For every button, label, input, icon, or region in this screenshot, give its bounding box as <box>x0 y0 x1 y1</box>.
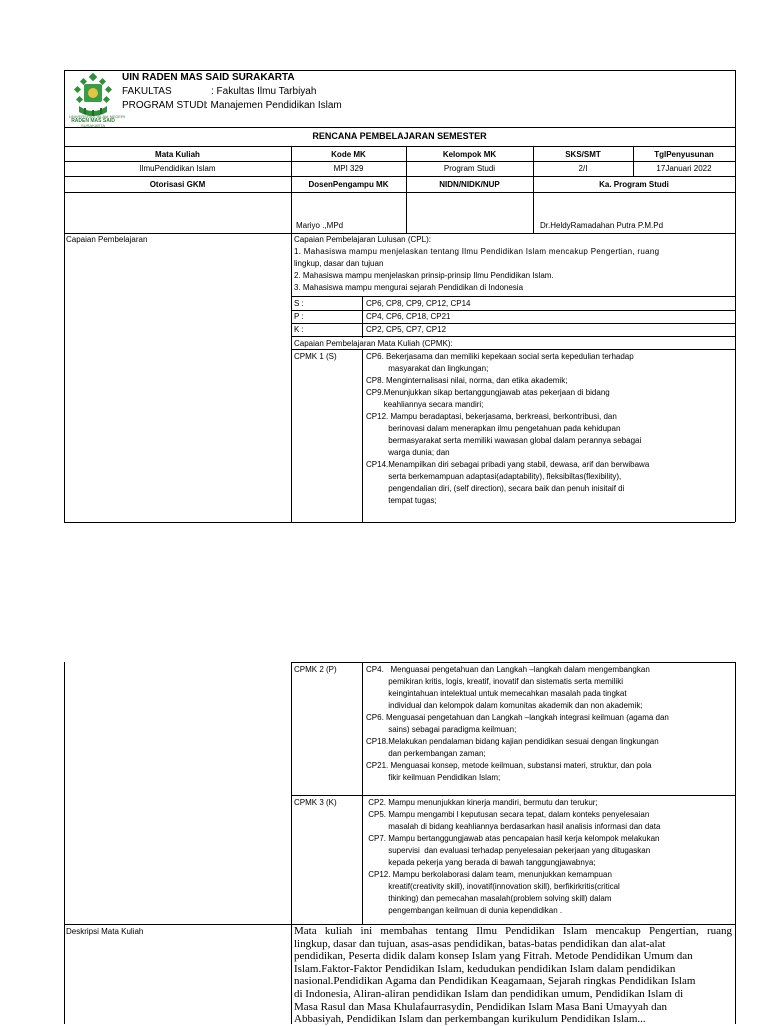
cpl-item-3: 3. Mahasiswa mampu mengurai sejarah Pendidikan di Indonesia <box>294 283 524 292</box>
cpmk2-content <box>366 664 734 784</box>
description-line: lingkup, dasar dan tujuan, asas-asas pendidikan, batas-batas pendidikan dan alat-alat <box>294 937 666 950</box>
value-kode-mk: MPI 329 <box>333 164 364 173</box>
cpmk3-content <box>366 797 734 917</box>
cpmk1-line: masyarakat dan lingkungan; <box>366 364 489 373</box>
cpmk3-line: CP12. Mampu berkolaborasi dalam team, menunjukkan kemampuan <box>366 870 612 879</box>
cpmk3-line: CP2. Mampu menunjukkan kinerja mandiri, bermutu dan terukur; <box>366 798 598 807</box>
description-line: di Indonesia, Aliran-aliran pendidikan Islam dan pendidikan umum, Pendidikan Islam di <box>294 987 684 1000</box>
cpmk3-line: kreatif(creativity skill), inovatif(innovation skill), berfikirkritis(critical <box>366 882 620 891</box>
cpmk1-line: CP6. Bekerjasama dan memiliki kepekaan social serta kepedulian terhadap <box>366 352 634 361</box>
cpmk3-line: supervisi dan evaluasi terhadap penyelesaian pekerjaan yang ditugaskan <box>366 846 651 855</box>
program-label: PROGRAM STUDI <box>122 100 207 111</box>
cpmk1-line: CP14.Menampilkan diri sebagai pribadi yang stabil, dewasa, arif dan berwibawa <box>366 460 650 469</box>
faculty-label: FAKULTAS <box>122 86 172 97</box>
value-mata-kuliah: IlmuPendidikan Islam <box>139 164 216 173</box>
code-s-value: CP6, CP8, CP9, CP12, CP14 <box>366 299 471 308</box>
lecturer-name: Mariyo .,MPd <box>296 221 344 230</box>
cpmk3-line: CP7. Mampu bertanggungjawab atas pencapaian hasil kerja kelompok melakukan <box>366 834 660 843</box>
logo-caption-3: SURAKARTA <box>80 123 106 128</box>
description-text <box>294 925 732 1026</box>
cpmk1-line: bermasyarakat serta memiliki wawasan global dalam perannya sebagai <box>366 436 642 445</box>
code-p-key: P : <box>294 312 304 321</box>
cpmk2-line: individual dan kelompok dalam komunitas akademik dan non akademik; <box>366 701 643 710</box>
cpmk1-line: tempat tugas; <box>366 496 437 505</box>
description-line: Abbasiyah, Pendidikan Islam dan perkembangan kurikulum Pendidikan Islam... <box>294 1013 646 1026</box>
cpmk-heading: Capaian Pembelajaran Mata Kuliah (CPMK): <box>294 339 453 348</box>
description-line: Mata kuliah ini membahas tentang Ilmu Pendidikan Islam mencakup Pengertian, ruang <box>294 925 732 937</box>
cpmk3-line: kepada pekerja yang berada di bawah tanggungjawabnya; <box>366 858 596 867</box>
value-sks-smt: 2/I <box>578 164 588 173</box>
header-mata-kuliah: Mata Kuliah <box>155 150 200 159</box>
description-line: Masa Rasul dan Masa Khulafaurrasydin, Pendidikan Islam Masa Bani Umayyah dan <box>294 1000 667 1013</box>
cpmk2-line: sains) sebagai paradigma keilmuan; <box>366 725 517 734</box>
cpmk3-line: pengembangan keilmuan di dunia kependidikan . <box>366 906 563 915</box>
header-kode-mk: Kode MK <box>331 150 366 159</box>
header-tgl-penyusunan: TglPenyusunan <box>654 150 714 159</box>
university-name: UIN RADEN MAS SAID SURAKARTA <box>122 72 295 83</box>
cpmk1-line: berinovasi dalam menerapkan ilmu pengetahuan pada kehidupan <box>366 424 621 433</box>
header-ka-prodi: Ka. Program Studi <box>599 180 669 189</box>
cpmk3-line: thinking) dan pemecahan masalah(problem solving skill) dalam <box>366 894 612 903</box>
cpmk1-line: pengendalian diri, (self direction), secara baik dan penuh inisitaif di <box>366 484 625 493</box>
cpmk2-line: CP6. Menguasai pengetahuan dan Langkah –langkah integrasi keilmuan (agama dan <box>366 713 669 722</box>
cp-label: Capaian Pembelajaran <box>66 235 148 244</box>
cpmk2-label: CPMK 2 (P) <box>294 665 337 674</box>
description-label: Deskripsi Mata Kuliah <box>66 927 144 936</box>
document-title: RENCANA PEMBELAJARAN SEMESTER <box>312 131 487 141</box>
cpl-item-1: 1. Mahasiswa mampu menjelaskan tentang Ilmu Pendidikan Islam mencakup Pengertian, ruang <box>294 247 660 256</box>
logo-caption-1: UNIVERSITAS ISLAM NEGERI <box>69 114 125 119</box>
value-tgl-penyusunan: 17Januari 2022 <box>656 164 712 173</box>
cpmk1-label: CPMK 1 (S) <box>294 352 337 361</box>
cpl-item-1b: lingkup, dasar dan tujuan <box>294 259 384 268</box>
header-otorisasi: Otorisasi GKM <box>149 180 206 189</box>
code-p-value: CP4, CP6, CP18, CP21 <box>366 312 451 321</box>
value-kelompok-mk: Program Studi <box>443 164 496 173</box>
program-value: : Manajemen Pendidikan Islam <box>205 100 342 111</box>
cpl-heading: Capaian Pembelajaran Lulusan (CPL): <box>294 235 431 244</box>
code-k-key: K : <box>294 325 304 334</box>
head-of-program-name: Dr.HeldyRamadahan Putra P.M.Pd <box>540 221 664 230</box>
description-line: pendidikan, Peserta didik dalam konsep Islam yang Fitrah. Metode Pendidikan Umum dan <box>294 950 693 963</box>
logo-caption-2: RADEN MAS SAID <box>71 118 115 124</box>
description-line: Islam.Faktor-Faktor Pendidikan Islam, kedudukan pendidikan Islam dalam pendidikan <box>294 962 676 975</box>
cpmk1-line: CP8. Menginternalisasi nilai, norma, dan etika akademik; <box>366 376 568 385</box>
cpmk2-line: CP21. Menguasai konsep, metode keilmuan, substansi materi, struktur, dan pola <box>366 761 652 770</box>
cpmk1-content <box>366 351 734 507</box>
cpmk1-line: CP9.Menunjukkan sikap bertanggungjawab atas pekerjaan di bidang <box>366 388 610 397</box>
header-dosen-pengampu: DosenPengampu MK <box>308 180 389 189</box>
header-sks-smt: SKS/SMT <box>565 150 601 159</box>
code-s-key: S : <box>294 299 304 308</box>
cpmk2-line: keingintahuan intelektual untuk memecahkan masalah pada tingkat <box>366 689 627 698</box>
cpmk2-line: fikir keilmuan Pendidikan Islam; <box>366 773 501 782</box>
cpmk1-line: warga dunia; dan <box>366 448 450 457</box>
cpmk1-line: serta berkemampuan adaptasi(adaptability), fleksibiltas(flexibility), <box>366 472 622 481</box>
cpmk3-label: CPMK 3 (K) <box>294 798 337 807</box>
cpl-item-2: 2. Mahasiswa mampu menjelaskan prinsip-prinsip Ilmu Pendidikan Islam. <box>294 271 554 280</box>
cpmk3-line: masalah di bidang keahliannya berdasarkan hasil analisis informasi dan data <box>366 822 661 831</box>
cpmk1-line: CP12. Mampu beradaptasi, bekerjasama, berkreasi, berkontribusi, dan <box>366 412 617 421</box>
header-kelompok-mk: Kelompok MK <box>442 150 497 159</box>
faculty-value: : Fakultas Ilmu Tarbiyah <box>211 86 317 97</box>
cpmk3-line: CP5. Mampu mengambi l keputusan secara tepat, dalam konteks penyelesaian <box>366 810 650 819</box>
code-k-value: CP2, CP5, CP7, CP12 <box>366 325 447 334</box>
cpmk2-line: CP18.Melakukan pendalaman bidang kajian pendidikan sesuai dengan lingkungan <box>366 737 659 746</box>
cpmk2-line: dan perkembangan zaman; <box>366 749 486 758</box>
header-nidn: NIDN/NIDK/NUP <box>439 180 500 189</box>
cpmk2-line: CP4. Menguasai pengetahuan dan Langkah –langkah dalam mengembangkan <box>366 665 650 674</box>
cpmk1-line: keahliannya secara mandiri; <box>366 400 484 409</box>
cpmk2-line: pemikiran kritis, logis, kreatif, inovatif dan sistematis serta memiliki <box>366 677 623 686</box>
description-line: nasional.Pendidikan Agama dan Pendidikan Keagamaan, Sejarah ringkas Pendidikan Islam <box>294 975 696 988</box>
